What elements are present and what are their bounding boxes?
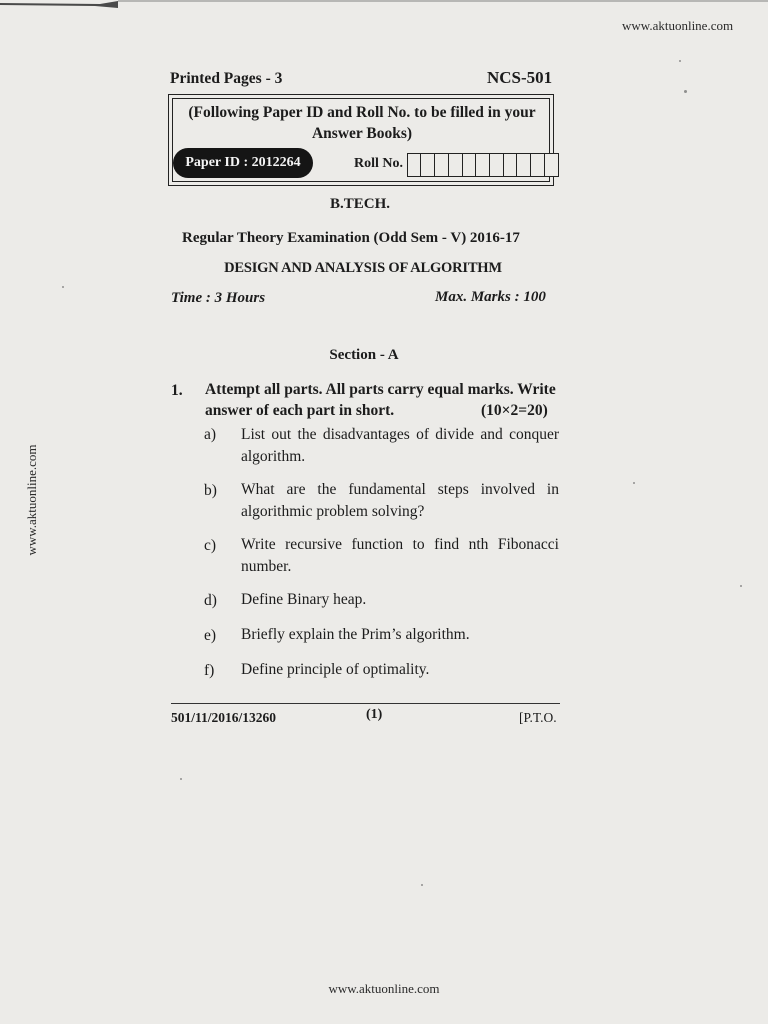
watermark-bottom: www.aktuonline.com bbox=[328, 981, 440, 996]
scan-speck bbox=[421, 884, 423, 886]
roll-digit-box bbox=[544, 153, 559, 177]
paper-id-badge: Paper ID : 2012264 bbox=[173, 148, 313, 178]
part-label: d) bbox=[204, 592, 217, 609]
section-heading: Section - A bbox=[329, 347, 399, 363]
roll-number-boxes bbox=[408, 153, 559, 177]
roll-number-label: Roll No. bbox=[354, 156, 403, 171]
printed-pages: Printed Pages - 3 bbox=[170, 70, 283, 87]
exam-title: Regular Theory Examination (Odd Sem - V) 2016-17 bbox=[182, 230, 520, 246]
question-number: 1. bbox=[171, 382, 183, 399]
scan-speck bbox=[62, 286, 64, 288]
question-instruction-cont: answer of each part in short. bbox=[205, 402, 395, 419]
time-allowed: Time : 3 Hours bbox=[171, 290, 266, 306]
scan-edge-line bbox=[118, 0, 768, 2]
footer-code: 501/11/2016/13260 bbox=[171, 710, 277, 725]
scan-speck bbox=[740, 585, 742, 587]
part-text: Define Binary heap. bbox=[241, 591, 367, 608]
part-text: List out the disadvantages of divide and conquer algorithm. bbox=[241, 426, 559, 465]
part-text: What are the fundamental steps involved in algorithmic problem solving? bbox=[241, 481, 559, 520]
part-text: Briefly explain the Prim’s algorithm. bbox=[241, 626, 470, 643]
scan-speck bbox=[180, 778, 182, 780]
scan-mark-graphic bbox=[0, 0, 118, 8]
footer-divider bbox=[171, 703, 560, 704]
part-label: c) bbox=[204, 537, 217, 554]
part-label: f) bbox=[204, 662, 215, 679]
notice-text: (Following Paper ID and Roll No. to be filled in your Answer Books) bbox=[188, 104, 536, 142]
part-label: b) bbox=[204, 482, 217, 499]
part-label: e) bbox=[204, 627, 217, 644]
part-text: Write recursive function to find nth Fibonacci number. bbox=[241, 536, 559, 575]
scan-speck bbox=[684, 90, 687, 93]
degree-title: B.TECH. bbox=[329, 196, 390, 212]
scan-speck bbox=[633, 482, 635, 484]
watermark-side: www.aktuonline.com bbox=[24, 444, 39, 556]
page-number: (1) bbox=[366, 707, 383, 722]
scan-speck bbox=[679, 60, 681, 62]
subject-title: DESIGN AND ANALYSIS OF ALGORITHM bbox=[224, 260, 502, 276]
paper-code: NCS-501 bbox=[487, 68, 553, 87]
question-instruction: Attempt all parts. All parts carry equal marks. Write bbox=[205, 381, 556, 398]
part-label: a) bbox=[204, 426, 217, 443]
question-marks: (10×2=20) bbox=[481, 402, 548, 419]
max-marks: Max. Marks : 100 bbox=[435, 289, 546, 305]
please-turn-over: [P.T.O. bbox=[519, 710, 557, 725]
watermark-top: www.aktuonline.com bbox=[622, 18, 734, 33]
part-text: Define principle of optimality. bbox=[241, 661, 430, 678]
